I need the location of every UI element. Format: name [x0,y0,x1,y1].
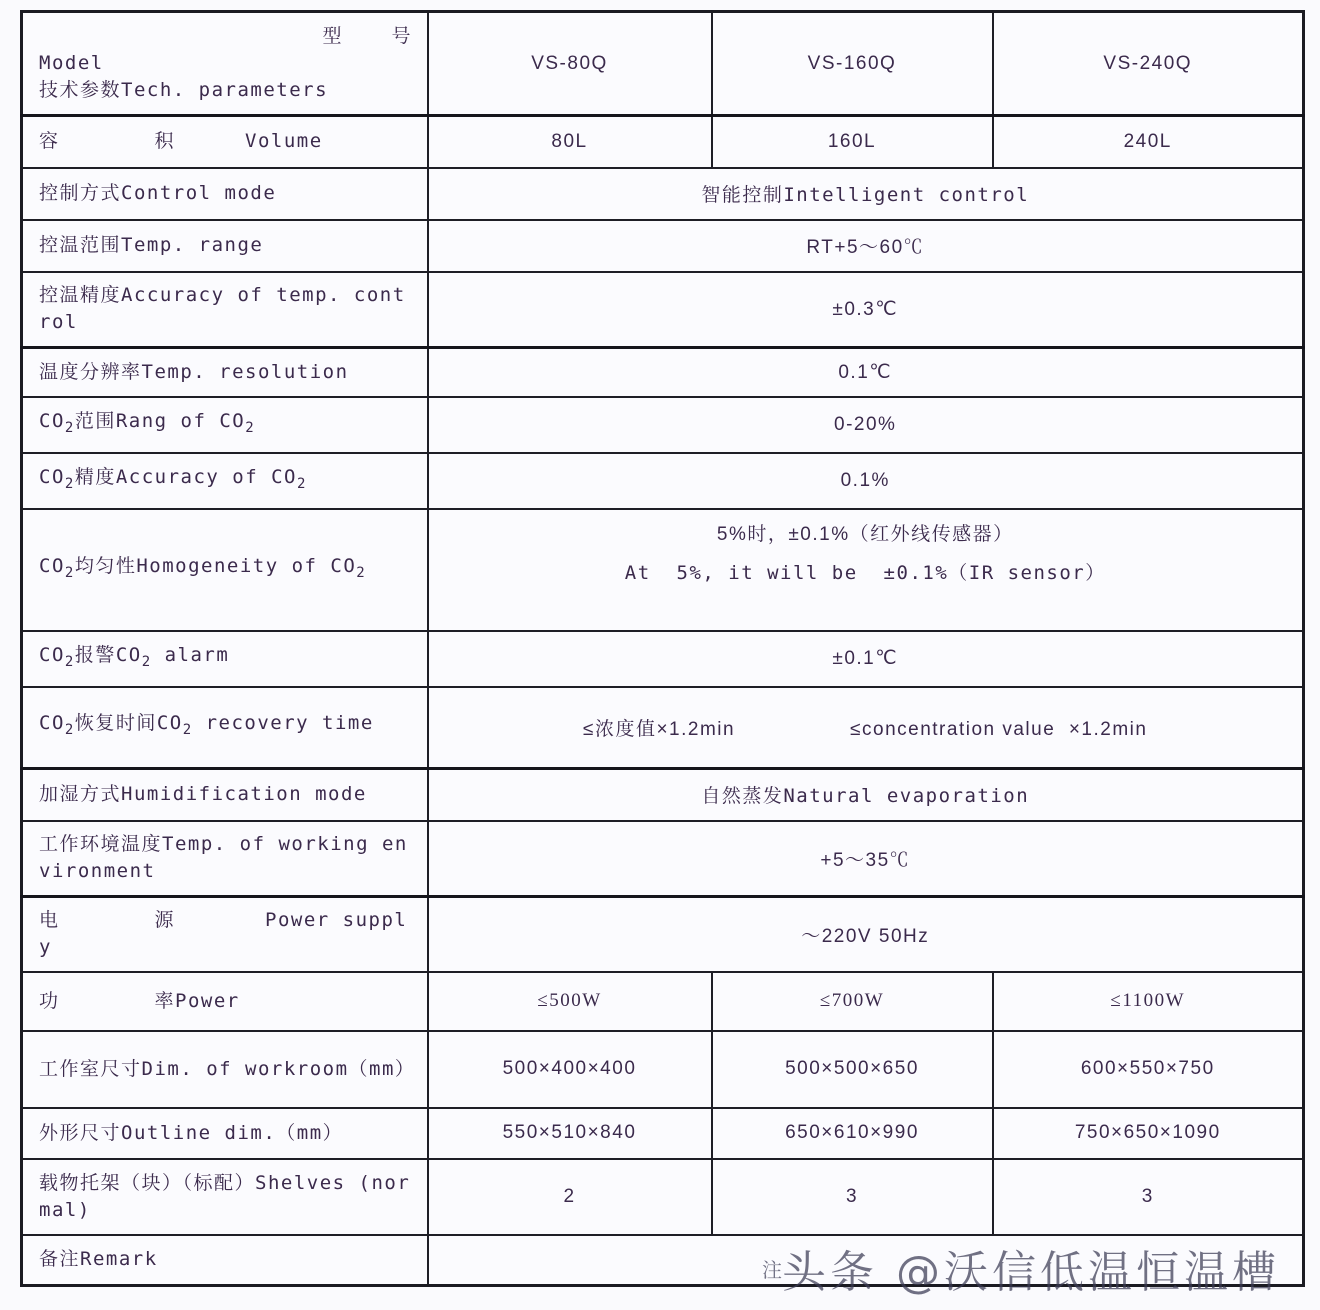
model-header-cell: VS-160Q [712,12,993,116]
header-label-cell [22,12,428,116]
volume-value: 80L [428,116,712,168]
header-label-hao: 号 [391,25,411,47]
row-temp-range [22,220,1304,272]
shelves-value: 2 [428,1159,712,1235]
power-value: ≤700W [712,972,993,1031]
temp-resolution-value: 0.1℃ [428,348,1304,397]
shelves-label: 载物托架（块）（标配）Shelves (normal) [22,1159,428,1235]
outline-dim-value: 750×650×1090 [993,1108,1304,1159]
co2-range-value: 0-20% [428,397,1304,453]
power-value: ≤500W [428,972,712,1031]
workroom-dim-value: 600×550×750 [993,1031,1304,1108]
co2-recovery-label: $CO_2$恢复时间$CO_2$ recovery time [22,687,428,769]
shelves-value: 3 [712,1159,993,1235]
temp-resolution-label: 温度分辨率Temp. resolution [22,348,428,397]
working-env-value: +5～35℃ [428,821,1304,897]
workroom-dim-value: 500×400×400 [428,1031,712,1108]
row-temp-resolution [22,348,1304,397]
row-co2-accuracy [22,453,1304,509]
co2-recovery-value-cn: ≤浓度值×1.2min [583,718,736,740]
temp-accuracy-label: 控温精度Accuracy of temp. control [22,272,428,348]
header-label-params: 技术参数Tech. parameters [39,79,329,101]
outline-dim-value: 550×510×840 [428,1108,712,1159]
row-co2-recovery [22,687,1304,769]
temp-range-label: 控温范围Temp. range [22,220,428,272]
co2-homogeneity-value [428,509,1304,631]
row-outline-dim [22,1108,1304,1159]
model-header-cell: VS-80Q [428,12,712,116]
temp-accuracy-value: ±0.3℃ [428,272,1304,348]
power-supply-label: 电 源 Power supply [22,897,428,972]
co2-accuracy-value: 0.1% [428,453,1304,509]
volume-value: 160L [712,116,993,168]
outline-dim-value: 650×610×990 [712,1108,993,1159]
control-mode-value: 智能控制Intelligent control [428,168,1304,220]
row-control-mode [22,168,1304,220]
temp-range-value: RT+5～60℃ [428,220,1304,272]
co2-recovery-value-en: ≤concentration value ×1.2min [850,718,1148,740]
header-label-xing: 型 [322,25,342,47]
row-co2-range [22,397,1304,453]
workroom-dim-label: 工作室尺寸Dim. of workroom（mm） [22,1031,428,1108]
power-supply-value: ～220V 50Hz [428,897,1304,972]
co2-homogeneity-value-cn: 5%时，±0.1%（红外线传感器） [716,523,1014,545]
co2-accuracy-label: $CO_2$精度Accuracy of $CO_2$ [22,453,428,509]
workroom-dim-value: 500×500×650 [712,1031,993,1108]
power-label: 功 率Power [22,972,428,1031]
row-co2-alarm [22,631,1304,687]
header-row [22,12,1304,116]
row-power [22,972,1304,1031]
volume-value: 240L [993,116,1304,168]
spec-table [20,10,1305,1287]
co2-homogeneity-value-en: At 5%, it will be ±0.1%（IR sensor） [624,561,1106,584]
watermark-text: 头条 @沃信低温恒温槽 [782,1247,1280,1298]
power-value: ≤1100W [993,972,1304,1031]
outline-dim-label: 外形尺寸Outline dim.（mm） [22,1108,428,1159]
row-power-supply [22,897,1304,972]
control-mode-label: 控制方式Control mode [22,168,428,220]
header-label-model: Model [39,52,104,74]
row-temp-accuracy [22,272,1304,348]
co2-range-label: $CO_2$范围Rang of $CO_2$ [22,397,428,453]
watermark [762,1236,1280,1300]
row-shelves [22,1159,1304,1235]
shelves-value: 3 [993,1159,1304,1235]
volume-label: 容 积 Volume [22,116,428,168]
working-env-label: 工作环境温度Temp. of working environment [22,821,428,897]
row-co2-homogeneity [22,509,1304,631]
row-working-env [22,821,1304,897]
watermark-prefix: 注 [762,1258,782,1282]
co2-recovery-value [428,687,1304,769]
remark-label: 备注Remark [22,1235,428,1286]
row-volume [22,116,1304,168]
model-header-cell: VS-240Q [993,12,1304,116]
row-humidification [22,769,1304,821]
humidification-value: 自然蒸发Natural evaporation [428,769,1304,821]
co2-alarm-value: ±0.1℃ [428,631,1304,687]
co2-homogeneity-label: $CO_2$均匀性Homogeneity of $CO_2$ [22,509,428,631]
humidification-label: 加湿方式Humidification mode [22,769,428,821]
row-workroom-dim [22,1031,1304,1108]
co2-alarm-label: $CO_2$报警$CO_2$ alarm [22,631,428,687]
